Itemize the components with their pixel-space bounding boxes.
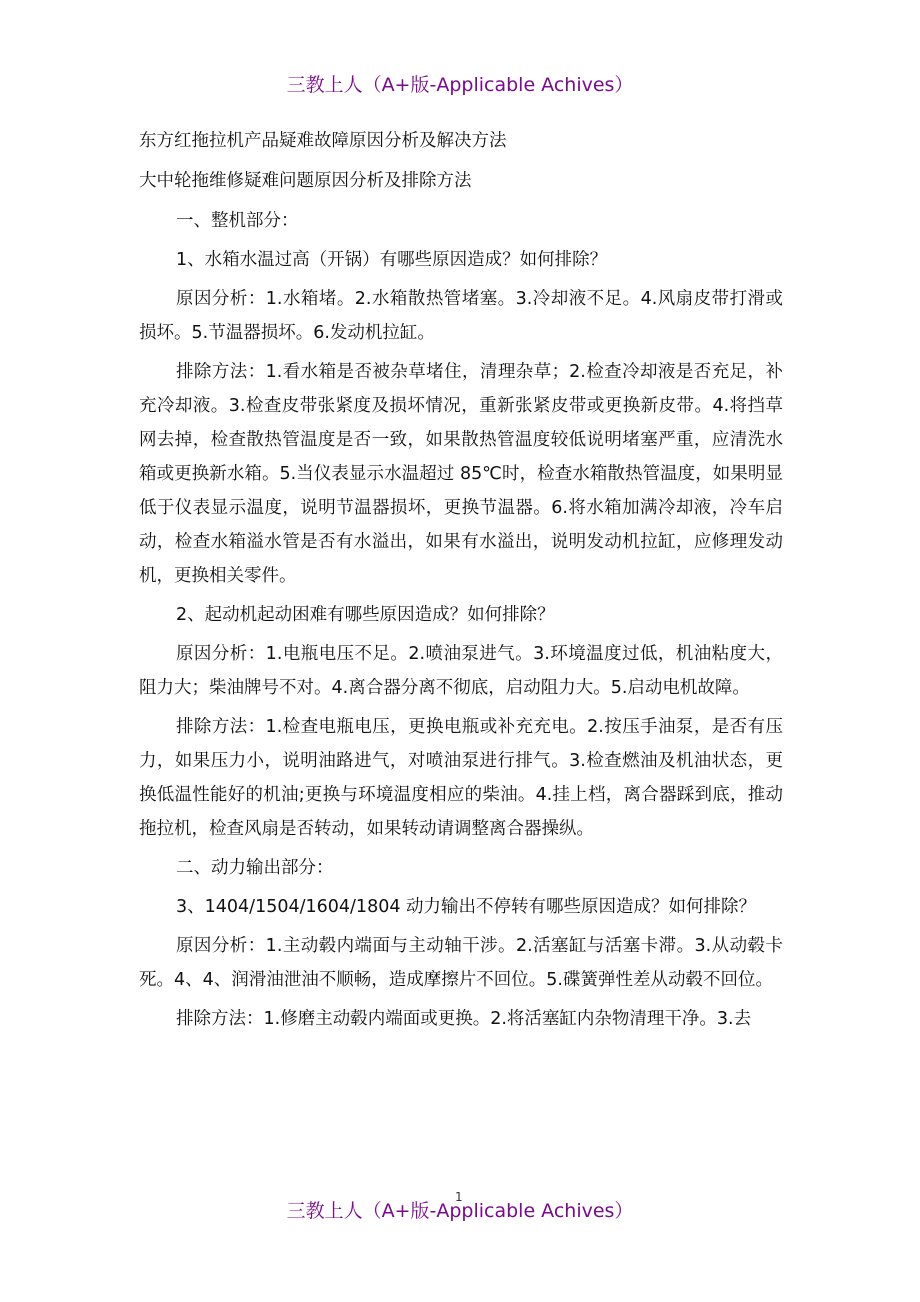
solution-paragraph: 排除方法：1.修磨主动毂内端面或更换。2.将活塞缸内杂物清理干净。3.去	[176, 1009, 752, 1029]
question-heading: 3、1404/1504/1604/1804 动力输出不停转有哪些原因造成？如何排除？	[176, 897, 757, 917]
cause-analysis-paragraph: 原因分析：1.水箱堵。2.水箱散热管堵塞。3.冷却液不足。4.风扇皮带打滑或损坏。5.节温器损坏。6.发动机拉缸。	[139, 289, 783, 343]
page-header: 三教上人（A+版-Applicable Achives）	[286, 74, 634, 96]
document-subtitle: 大中轮拖维修疑难问题原因分析及排除方法	[139, 171, 472, 191]
solution-paragraph: 排除方法：1.检查电瓶电压，更换电瓶或补充充电。2.按压手油泵，是否有压力，如果压力小，说明油路进气，对喷油泵进行排气。3.检查燃油及机油状态，更换低温性能好的机油;更换与环境温度相应的柴油。4.挂上档，离合器踩到底，推动拖拉机，检查风扇是否转动，如果转动请调整离合器操纵。	[139, 717, 783, 839]
question-heading: 1、水箱水温过高（开锅）有哪些原因造成？如何排除？	[176, 250, 608, 270]
page-number: 1	[455, 1190, 463, 1204]
question-heading: 2、起动机起动困难有哪些原因造成？如何排除？	[176, 605, 555, 625]
section-heading: 一、整机部分：	[176, 211, 299, 231]
document-body	[139, 124, 783, 1041]
section-heading: 二、动力输出部分：	[176, 858, 334, 878]
document-title: 东方红拖拉机产品疑难故障原因分析及解决方法	[139, 131, 507, 151]
page-footer: 三教上人（A+版-Applicable Achives）	[286, 1200, 634, 1222]
solution-paragraph: 排除方法：1.看水箱是否被杂草堵住，清理杂草；2.检查冷却液是否充足，补充冷却液。3.检查皮带张紧度及损坏情况，重新张紧皮带或更换新皮带。4.将挡草网去掉，检查散热管温度是否一致，如果散热管温度较低说明堵塞严重，应清洗水箱或更换新水箱。5.当仪表显示水温超过 85℃时，检查水箱散热管温度，如果明显低于仪表显示温度，说明节温器损坏，更换节温器。6.将水箱加满冷却液，冷车启动，检查水箱溢水管是否有水溢出，如果有水溢出，说明发动机拉缸，应修理发动机，更换相关零件。	[139, 362, 783, 586]
cause-analysis-paragraph: 原因分析：1.主动毂内端面与主动轴干涉。2.活塞缸与活塞卡滞。3.从动毂卡死。4、4、润滑油泄油不顺畅，造成摩擦片不回位。5.碟簧弹性差从动毂不回位。	[139, 936, 783, 990]
cause-analysis-paragraph: 原因分析：1.电瓶电压不足。2.喷油泵进气。3.环境温度过低，机油粘度大，阻力大；柴油牌号不对。4.离合器分离不彻底，启动阻力大。5.启动电机故障。	[139, 644, 783, 698]
